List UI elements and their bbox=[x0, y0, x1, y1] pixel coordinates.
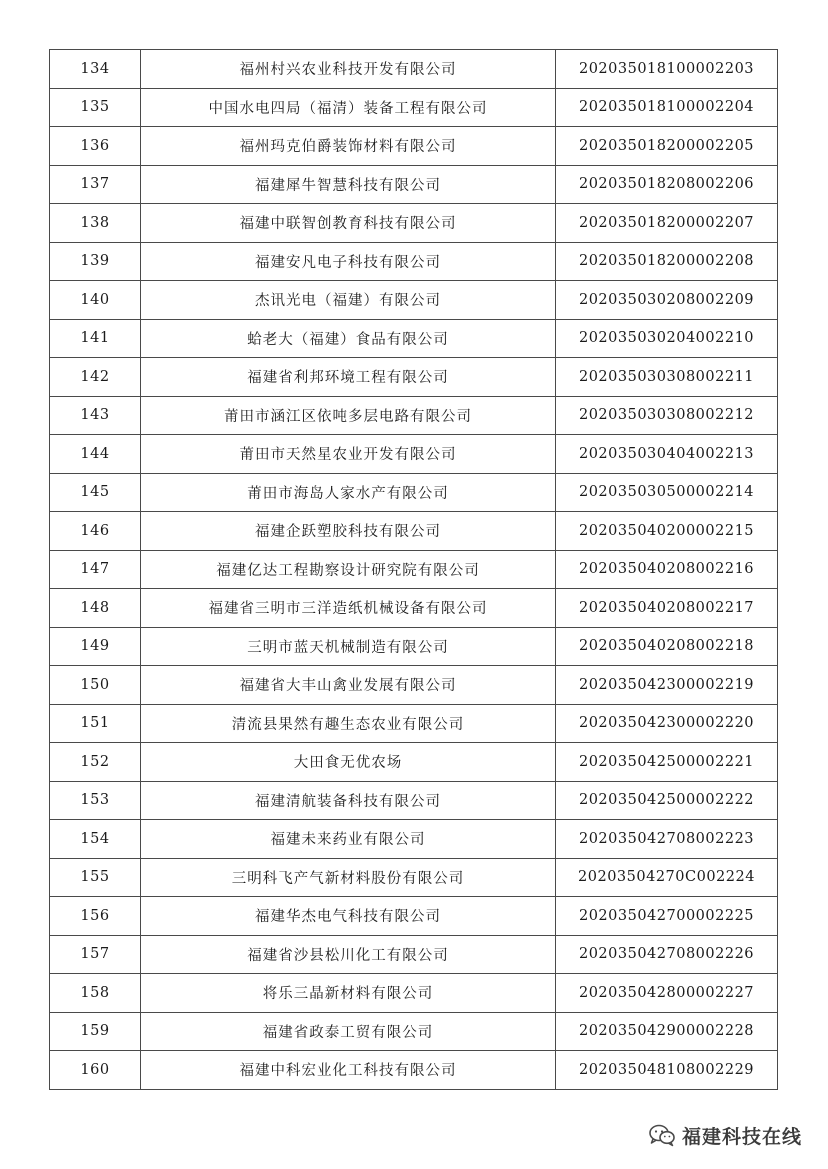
row-number: 151 bbox=[50, 704, 141, 743]
table-row bbox=[50, 704, 778, 743]
row-number: 158 bbox=[50, 974, 141, 1013]
registration-code: 202035030208002209 bbox=[556, 281, 778, 320]
table-row bbox=[50, 358, 778, 397]
table-row bbox=[50, 127, 778, 166]
table-body bbox=[50, 50, 778, 1090]
row-number: 143 bbox=[50, 396, 141, 435]
company-name: 莆田市天然星农业开发有限公司 bbox=[141, 435, 556, 474]
row-number: 153 bbox=[50, 781, 141, 820]
table-row bbox=[50, 1012, 778, 1051]
table-row bbox=[50, 974, 778, 1013]
registration-code: 202035018100002203 bbox=[556, 50, 778, 89]
row-number: 140 bbox=[50, 281, 141, 320]
row-number: 147 bbox=[50, 550, 141, 589]
registration-code: 202035030204002210 bbox=[556, 319, 778, 358]
row-number: 134 bbox=[50, 50, 141, 89]
table-row bbox=[50, 204, 778, 243]
table-row bbox=[50, 396, 778, 435]
table-row bbox=[50, 589, 778, 628]
company-name: 福建省三明市三洋造纸机械设备有限公司 bbox=[141, 589, 556, 628]
table-row bbox=[50, 1051, 778, 1090]
registration-code: 202035018200002208 bbox=[556, 242, 778, 281]
registration-code: 202035042800002227 bbox=[556, 974, 778, 1013]
table-row bbox=[50, 781, 778, 820]
company-name: 蛤老大（福建）食品有限公司 bbox=[141, 319, 556, 358]
company-name: 福州村兴农业科技开发有限公司 bbox=[141, 50, 556, 89]
row-number: 160 bbox=[50, 1051, 141, 1090]
row-number: 156 bbox=[50, 897, 141, 936]
table-row bbox=[50, 50, 778, 89]
row-number: 135 bbox=[50, 88, 141, 127]
registration-code: 202035042500002222 bbox=[556, 781, 778, 820]
registration-code: 202035018200002205 bbox=[556, 127, 778, 166]
row-number: 144 bbox=[50, 435, 141, 474]
company-name: 三明市蓝天机械制造有限公司 bbox=[141, 627, 556, 666]
registration-code: 202035040200002215 bbox=[556, 512, 778, 551]
company-name: 福建省沙县松川化工有限公司 bbox=[141, 935, 556, 974]
table-row bbox=[50, 281, 778, 320]
company-name: 福建犀牛智慧科技有限公司 bbox=[141, 165, 556, 204]
table-row bbox=[50, 743, 778, 782]
table-row bbox=[50, 666, 778, 705]
company-name: 福建未来药业有限公司 bbox=[141, 820, 556, 859]
watermark bbox=[648, 1120, 802, 1150]
row-number: 155 bbox=[50, 858, 141, 897]
company-name: 福建省利邦环境工程有限公司 bbox=[141, 358, 556, 397]
row-number: 139 bbox=[50, 242, 141, 281]
registration-code: 202035018100002204 bbox=[556, 88, 778, 127]
registration-code: 202035040208002217 bbox=[556, 589, 778, 628]
registration-code: 202035030308002212 bbox=[556, 396, 778, 435]
row-number: 150 bbox=[50, 666, 141, 705]
company-name: 清流县果然有趣生态农业有限公司 bbox=[141, 704, 556, 743]
table-row bbox=[50, 319, 778, 358]
registration-code: 202035048108002229 bbox=[556, 1051, 778, 1090]
registration-code: 202035040208002218 bbox=[556, 627, 778, 666]
company-name: 将乐三晶新材料有限公司 bbox=[141, 974, 556, 1013]
registration-code: 202035042300002219 bbox=[556, 666, 778, 705]
registration-code: 202035042708002226 bbox=[556, 935, 778, 974]
table-row bbox=[50, 88, 778, 127]
company-name: 福州玛克伯爵装饰材料有限公司 bbox=[141, 127, 556, 166]
row-number: 137 bbox=[50, 165, 141, 204]
table-row bbox=[50, 512, 778, 551]
table-row bbox=[50, 242, 778, 281]
company-name: 福建中科宏业化工科技有限公司 bbox=[141, 1051, 556, 1090]
row-number: 152 bbox=[50, 743, 141, 782]
company-name: 福建企跃塑胶科技有限公司 bbox=[141, 512, 556, 551]
row-number: 148 bbox=[50, 589, 141, 628]
watermark-text: 福建科技在线 bbox=[681, 1125, 802, 1148]
company-name: 福建安凡电子科技有限公司 bbox=[141, 242, 556, 281]
table-row bbox=[50, 858, 778, 897]
company-name: 莆田市涵江区依吨多层电路有限公司 bbox=[141, 396, 556, 435]
row-number: 159 bbox=[50, 1012, 141, 1051]
row-number: 149 bbox=[50, 627, 141, 666]
company-name: 杰讯光电（福建）有限公司 bbox=[141, 281, 556, 320]
company-name: 大田食无优农场 bbox=[141, 743, 556, 782]
table-row bbox=[50, 473, 778, 512]
company-name: 福建省政泰工贸有限公司 bbox=[141, 1012, 556, 1051]
registration-code: 202035030308002211 bbox=[556, 358, 778, 397]
registration-code: 202035030500002214 bbox=[556, 473, 778, 512]
table-row bbox=[50, 897, 778, 936]
table-row bbox=[50, 165, 778, 204]
table-row bbox=[50, 550, 778, 589]
row-number: 157 bbox=[50, 935, 141, 974]
registration-code: 202035042708002223 bbox=[556, 820, 778, 859]
company-name: 三明科飞产气新材料股份有限公司 bbox=[141, 858, 556, 897]
row-number: 142 bbox=[50, 358, 141, 397]
table-row bbox=[50, 627, 778, 666]
company-name: 福建亿达工程勘察设计研究院有限公司 bbox=[141, 550, 556, 589]
registration-code: 202035018208002206 bbox=[556, 165, 778, 204]
table-row bbox=[50, 435, 778, 474]
row-number: 138 bbox=[50, 204, 141, 243]
registration-code: 202035040208002216 bbox=[556, 550, 778, 589]
row-number: 146 bbox=[50, 512, 141, 551]
registration-code: 202035030404002213 bbox=[556, 435, 778, 474]
wechat-channel-icon bbox=[648, 1123, 676, 1147]
company-name: 中国水电四局（福清）装备工程有限公司 bbox=[141, 88, 556, 127]
registration-code: 202035042900002228 bbox=[556, 1012, 778, 1051]
row-number: 154 bbox=[50, 820, 141, 859]
enterprise-list-table bbox=[49, 49, 778, 1090]
company-name: 福建省大丰山禽业发展有限公司 bbox=[141, 666, 556, 705]
company-name: 福建清航装备科技有限公司 bbox=[141, 781, 556, 820]
registration-code: 202035042700002225 bbox=[556, 897, 778, 936]
company-name: 福建华杰电气科技有限公司 bbox=[141, 897, 556, 936]
table-row bbox=[50, 820, 778, 859]
company-name: 福建中联智创教育科技有限公司 bbox=[141, 204, 556, 243]
table-row bbox=[50, 935, 778, 974]
company-name: 莆田市海岛人家水产有限公司 bbox=[141, 473, 556, 512]
row-number: 145 bbox=[50, 473, 141, 512]
registration-code: 202035042500002221 bbox=[556, 743, 778, 782]
registration-code: 202035042300002220 bbox=[556, 704, 778, 743]
row-number: 141 bbox=[50, 319, 141, 358]
registration-code: 20203504270C002224 bbox=[556, 858, 778, 897]
registration-code: 202035018200002207 bbox=[556, 204, 778, 243]
row-number: 136 bbox=[50, 127, 141, 166]
